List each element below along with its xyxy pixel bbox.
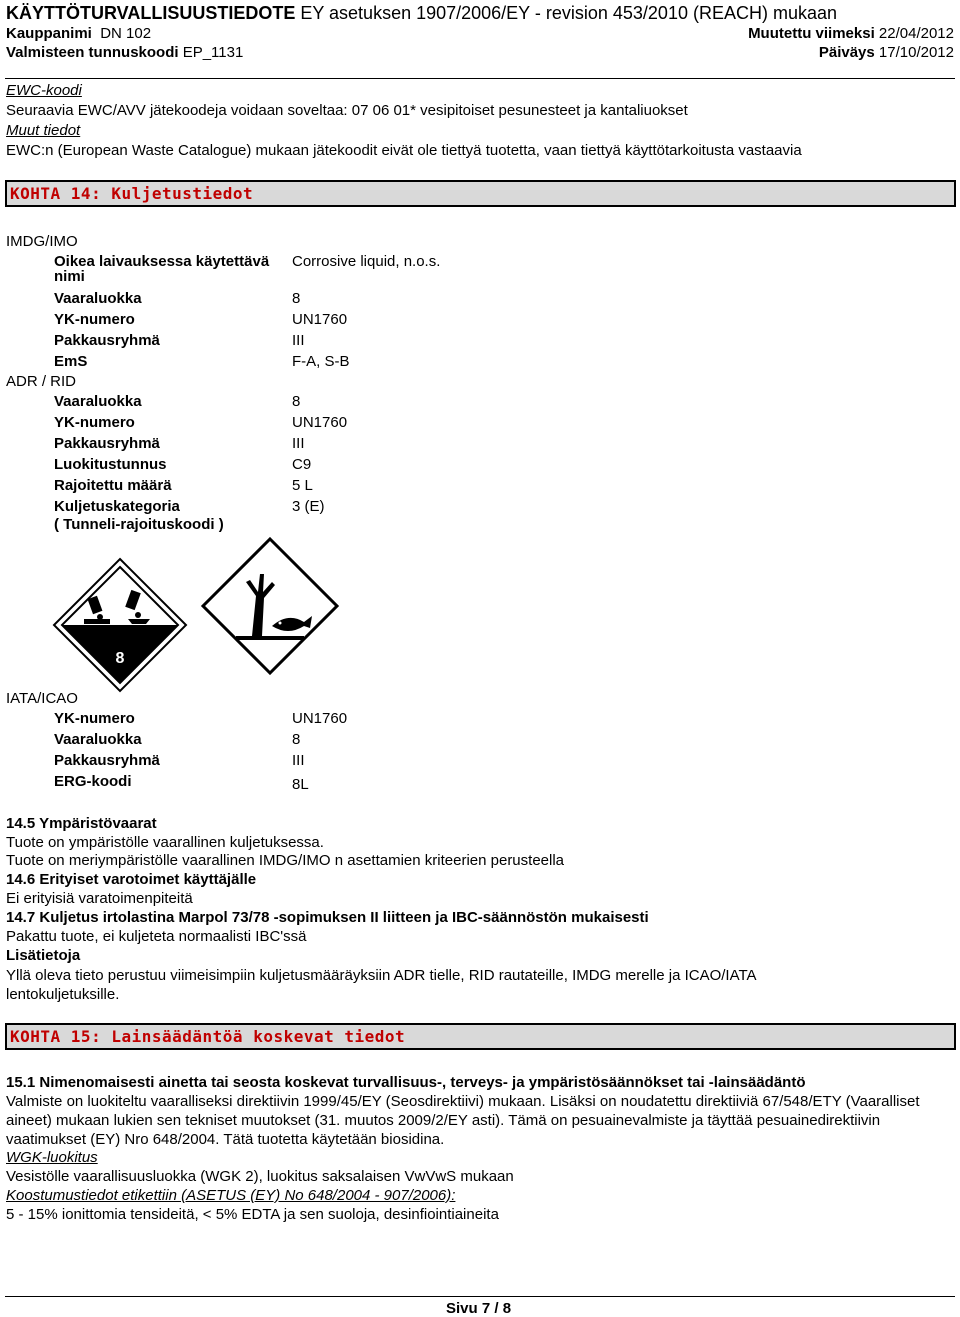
adr-row-label: Vaaraluokka	[54, 393, 142, 410]
trade-name-value: DN 102	[100, 25, 152, 42]
adr-row-label: Pakkausryhmä	[54, 435, 160, 452]
env-hazard-line-2: Tuote on meriympäristölle vaarallinen IMDG/IMO n asettamien kriteerien perusteella	[6, 852, 565, 869]
modified-label: Muutettu viimeksi	[748, 25, 875, 42]
wgk-heading: WGK-luokitus	[6, 1149, 98, 1166]
title-rest: EY asetuksen 1907/2006/EY - revision 453/2010 (REACH) mukaan	[295, 3, 837, 23]
tunnel-code-label: ( Tunneli-rajoituskoodi )	[54, 516, 224, 533]
iata-row-label: YK-numero	[54, 710, 135, 727]
imdg-row-value: UN1760	[292, 311, 348, 328]
iata-row-value: III	[292, 752, 305, 769]
section-15-1-heading: 15.1 Nimenomaisesti ainetta tai seosta koskevat turvallisuus-, terveys- ja ympäristösäännökset tai -lainsäädäntö	[6, 1074, 806, 1091]
adr-row-value: 8	[292, 393, 301, 410]
imdg-row-value: III	[292, 332, 305, 349]
imdg-row-label: EmS	[54, 353, 88, 370]
special-precautions-text: Ei erityisiä varatoimenpiteitä	[6, 890, 193, 907]
modified-value: 22/04/2012	[878, 25, 954, 42]
additional-info-text: Yllä oleva tieto perustuu viimeisimpiin kuljetusmääräyksiin ADR tielle, RID rautateille, IMDG merelle ja ICAO/IATA lentokuljetuksille.	[6, 967, 756, 1003]
special-precautions-heading: 14.6 Erityiset varotoimet käyttäjälle	[6, 871, 257, 888]
bulk-transport-heading: 14.7 Kuljetus irtolastina Marpol 73/78 -sopimuksen II liitteen ja IBC-säännöstön mukaisesti	[6, 909, 649, 926]
adr-row-value: UN1760	[292, 414, 348, 431]
date-label: Päiväys	[818, 44, 875, 61]
adr-row-label: YK-numero	[54, 414, 135, 431]
corrosive-icon	[50, 555, 190, 695]
composition-heading: Koostumustiedot etikettiin (ASETUS (EY) No 648/2004 - 907/2006):	[6, 1187, 456, 1204]
environment-hazard-icon	[200, 536, 340, 676]
imdg-row-value: F-A, S-B	[292, 353, 350, 370]
adr-row-label: Luokitustunnus	[54, 456, 167, 473]
imdg-heading: IMDG/IMO	[6, 233, 78, 250]
additional-info-heading: Lisätietoja	[6, 947, 81, 964]
iata-row-label: Pakkausryhmä	[54, 752, 160, 769]
section-15-title: KOHTA 15: Lainsäädäntöä koskevat tiedot	[10, 1027, 406, 1046]
env-hazard-heading: 14.5 Ympäristövaarat	[6, 815, 157, 832]
ewc-code-heading: EWC-koodi	[6, 82, 82, 99]
document-title	[6, 3, 837, 24]
shipping-name-label-2: nimi	[54, 268, 85, 285]
section-15-1-text: Valmiste on luokiteltu vaaralliseksi direktiivin 1999/45/EY (Seosdirektiivi) mukaan. Lisäksi on noudatettu direktiiviä 67/548/ETY (Vaaralliset aineet) mukaan lukien sen tekniset muutokset (31. muutos 2009/2/EY asti). Tämä on pesuainevalmiste ja täyttää pesuainedirektiivin vaatimukset (EY) Nro 648/2004. Tätä tuotetta käytetään biosidina.	[6, 1093, 920, 1148]
iata-row-value: 8L	[292, 776, 309, 793]
modified-date	[748, 25, 954, 42]
adr-row-label: Rajoitettu määrä	[54, 477, 172, 494]
shipping-name-label: Oikea laivauksessa käytettävä	[54, 253, 270, 270]
date-value: 17/10/2012	[878, 44, 954, 61]
composition-text: 5 - 15% ionittomia tensideitä, < 5% EDTA ja sen suoloja, desinfiointiaineita	[6, 1206, 499, 1223]
adr-heading: ADR / RID	[6, 373, 77, 390]
issue-date	[819, 44, 954, 61]
product-code	[6, 44, 243, 61]
section-14-header	[5, 180, 956, 207]
section-15-header	[5, 1023, 956, 1050]
adr-row-value: 5 L	[292, 477, 313, 494]
imdg-row-label: Pakkausryhmä	[54, 332, 160, 349]
header-divider	[5, 78, 955, 79]
imdg-row-label: YK-numero	[54, 311, 135, 328]
adr-row-value: III	[292, 435, 305, 452]
iata-row-value: 8	[292, 731, 301, 748]
imdg-row-value: 8	[292, 290, 301, 307]
bulk-transport-text: Pakattu tuote, ei kuljeteta normaalisti IBC'ssä	[6, 928, 307, 945]
wgk-text: Vesistölle vaarallisuusluokka (WGK 2), luokitus saksalaisen VwVwS mukaan	[6, 1168, 514, 1185]
title-bold: KÄYTTÖTURVALLISUUSTIEDOTE	[6, 3, 296, 23]
adr-row-label: Kuljetuskategoria	[54, 498, 180, 515]
env-hazard-line-1: Tuote on ympäristölle vaarallinen kuljetuksessa.	[6, 834, 324, 851]
imdg-row-label: Vaaraluokka	[54, 290, 142, 307]
adr-row-value: C9	[292, 456, 312, 473]
trade-name	[6, 25, 151, 42]
other-info-heading: Muut tiedot	[6, 122, 81, 139]
other-info-text: EWC:n (European Waste Catalogue) mukaan jätekoodit eivät ole tiettyä tuotetta, vaan tiettyä käyttötarkoitusta vastaavia	[6, 142, 802, 159]
footer-divider	[5, 1296, 955, 1297]
shipping-name-value: Corrosive liquid, n.o.s.	[292, 253, 441, 270]
section-14-title: KOHTA 14: Kuljetustiedot	[10, 184, 254, 203]
iata-heading: IATA/ICAO	[6, 690, 78, 707]
trade-name-label: Kauppanimi	[6, 25, 92, 42]
page-number: Sivu 7 / 8	[446, 1300, 512, 1317]
ewc-code-text: Seuraavia EWC/AVV jätekoodeja voidaan soveltaa: 07 06 01* vesipitoiset pesunesteet ja kantaliuokset	[6, 102, 688, 119]
adr-row-value: 3 (E)	[292, 498, 325, 515]
product-code-value: EP_1131	[182, 44, 244, 61]
iata-row-label: Vaaraluokka	[54, 731, 142, 748]
iata-row-value: UN1760	[292, 710, 348, 727]
iata-row-label: ERG-koodi	[54, 773, 132, 790]
corrosive-class-number: 8	[115, 650, 125, 667]
product-code-label: Valmisteen tunnuskoodi	[6, 44, 179, 61]
